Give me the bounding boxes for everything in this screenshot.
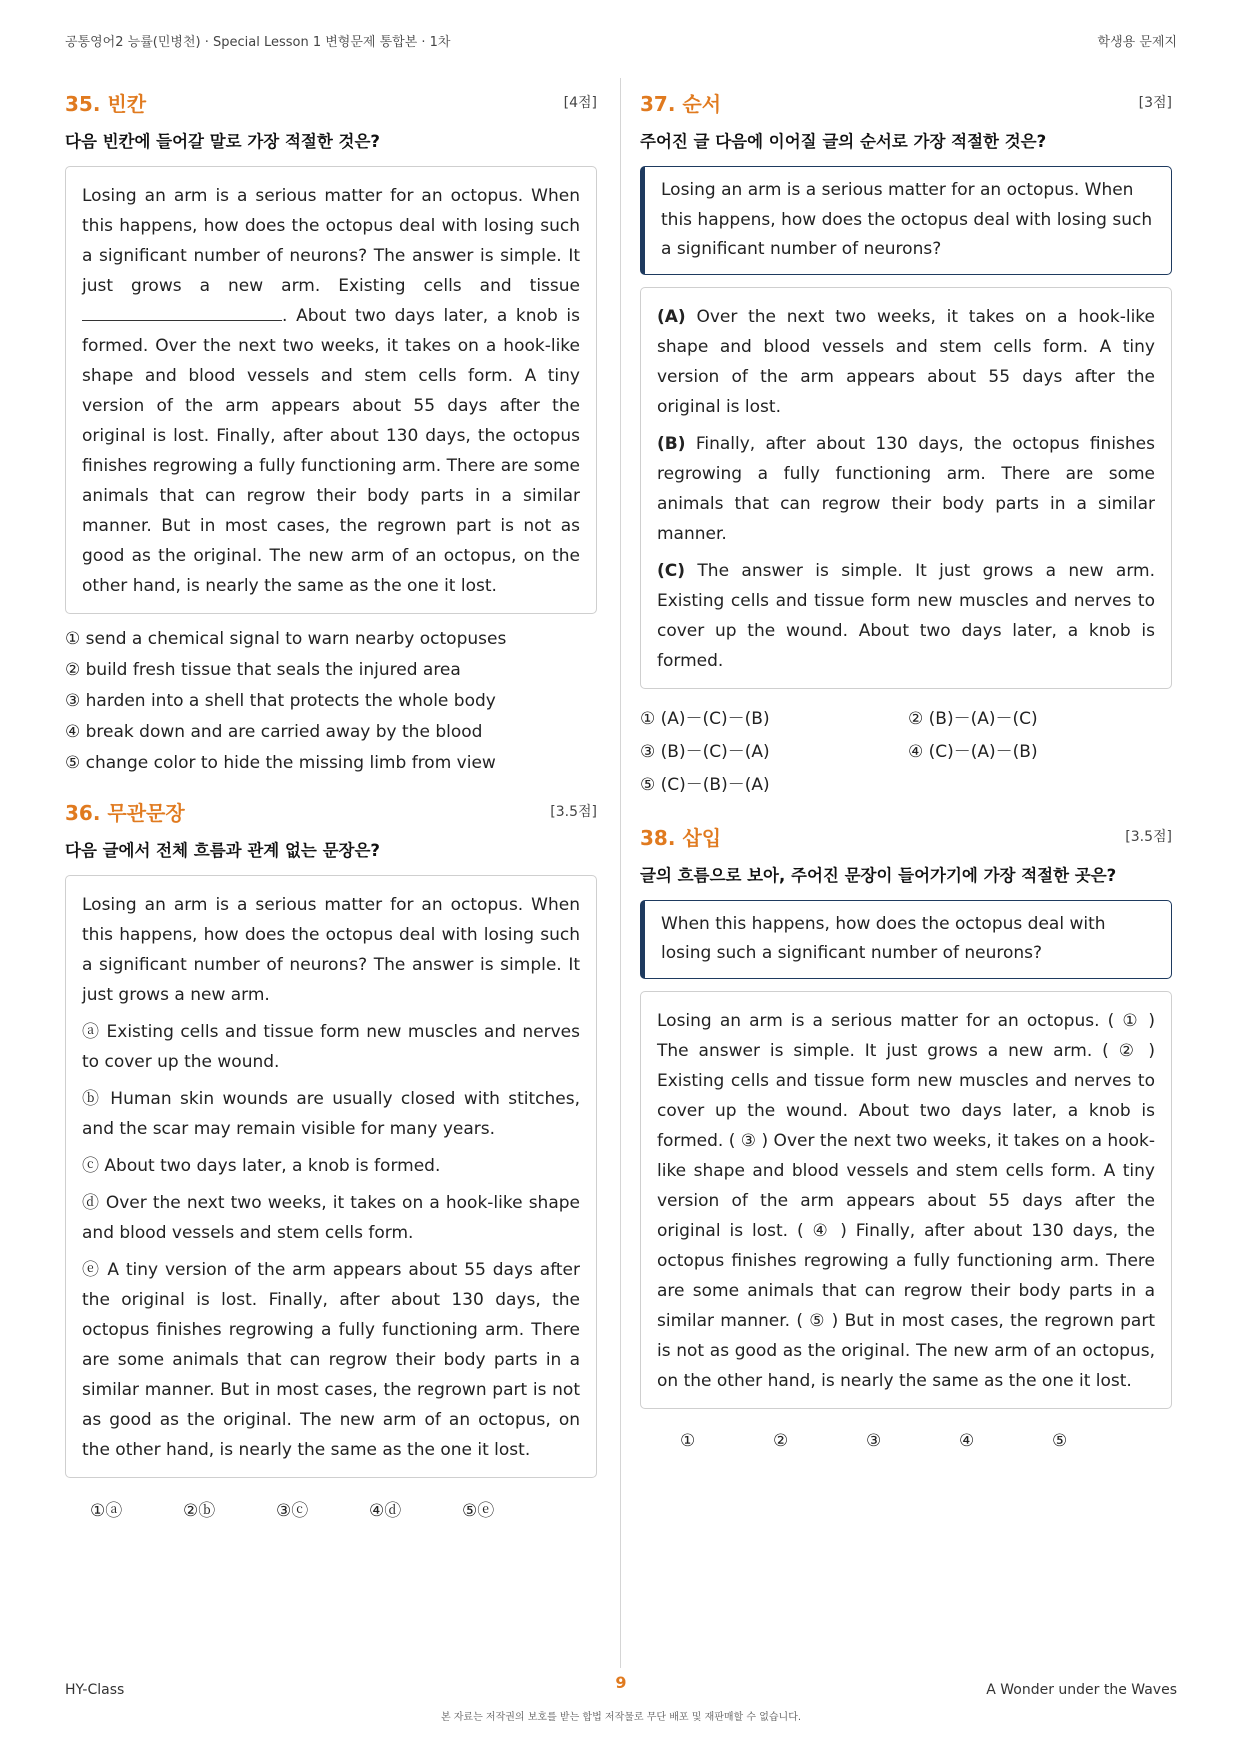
paragraph-mark: (C): [657, 560, 686, 581]
paragraph-text: Finally, after about 130 days, the octopus finishes regrowing a fully functioning arm. There are some animals that can regrow their body parts in a similar manner.: [657, 433, 1155, 544]
page-number: 9: [615, 1673, 627, 1692]
choice-item[interactable]: ⑤ change color to hide the missing limb from view: [65, 753, 496, 773]
question-prompt: 다음 글에서 전체 흐름과 관계 없는 문장은?: [65, 841, 381, 860]
question-points: [3.5점]: [550, 804, 597, 820]
question-points: [3점]: [1138, 95, 1172, 111]
question-title: 35. 빈칸: [65, 92, 147, 116]
choice-item[interactable]: ④ (C)－(A)－(B): [908, 741, 1038, 762]
column-divider: [620, 78, 621, 1668]
right-column: [640, 88, 1172, 1451]
passage-box: [640, 287, 1172, 689]
choice-item[interactable]: ④ break down and are carried away by the blood: [65, 722, 483, 742]
choice-item[interactable]: ②: [773, 1430, 789, 1451]
answer-blank: [82, 302, 282, 321]
choice-list: [65, 624, 597, 779]
paragraph-mark: (B): [657, 433, 686, 454]
given-text-box: When this happens, how does the octopus deal with losing such a significant number of neurons?: [640, 900, 1172, 979]
paragraph-a: [657, 302, 1155, 422]
choice-item[interactable]: ⑤: [1052, 1430, 1068, 1451]
question-prompt: 글의 흐름으로 보아, 주어진 문장이 들어가기에 가장 적절한 곳은?: [640, 865, 1117, 885]
sentence-e: ⓔ A tiny version of the arm appears about 55 days after the original is lost. Finally, after about 130 days, the octopus finishes regrowing a fully functioning arm. There are some animals that can regrow their body parts in a similar manner. But in most cases, the regrown part is not as good as the original. The new arm of an octopus, on the other hand, is nearly the same as the one it lost.: [82, 1260, 580, 1460]
question-35: [65, 88, 597, 779]
choice-item[interactable]: ④ⓓ: [369, 1501, 402, 1521]
question-points: [3.5점]: [1125, 828, 1172, 845]
question-36: [65, 797, 597, 1521]
header-label: 학생용 문제지: [1097, 35, 1177, 50]
passage-text: Losing an arm is a serious matter for an octopus. When this happens, how does the octopus deal with losing such a significant number of neurons? The answer is simple. It just grows a new arm. Existing cells and tissue: [82, 186, 580, 296]
choice-item[interactable]: ②ⓑ: [183, 1501, 216, 1521]
choice-grid: [640, 703, 1172, 802]
choice-item[interactable]: ① (A)－(C)－(B): [640, 708, 770, 729]
choice-item[interactable]: ② (B)－(A)－(C): [908, 708, 1038, 729]
copyright-notice: 본 자료는 저작권의 보호를 받는 합법 저작물로 무단 배포 및 재판매할 수 없습니다.: [440, 1712, 802, 1723]
choice-item[interactable]: ①ⓐ: [90, 1501, 123, 1521]
paragraph-c: [657, 556, 1155, 676]
sentence-a: ⓐ Existing cells and tissue form new muscles and nerves to cover up the wound.: [82, 1022, 580, 1072]
question-37: [640, 88, 1172, 802]
sentence-c: ⓒ About two days later, a knob is formed.: [82, 1156, 441, 1176]
given-text-box: Losing an arm is a serious matter for an octopus. When this happens, how does the octopus deal with losing such a significant number of neurons?: [640, 166, 1172, 275]
passage-box: [65, 166, 597, 614]
choice-item[interactable]: ③ⓒ: [276, 1501, 309, 1521]
paragraph-text: The answer is simple. It just grows a new arm. Existing cells and tissue form new muscles and nerves to cover up the wound. About two days later, a knob is formed.: [657, 560, 1155, 671]
choice-item[interactable]: ⑤ⓔ: [462, 1501, 495, 1521]
sentence-d: ⓓ Over the next two weeks, it takes on a hook-like shape and blood vessels and stem cells form.: [82, 1193, 580, 1243]
passage-text: . About two days later, a knob is formed. Over the next two weeks, it takes on a hook-like shape and blood vessels and stem cells form. A tiny version of the arm appears about 55 days after the original is lost. Finally, after about 130 days, the octopus finishes regrowing a fully functioning arm. There are some animals that can regrow their body parts in a similar manner. But in most cases, the regrown part is not as good as the original. The new arm of an octopus, on the other hand, is nearly the same as the one it lost.: [82, 306, 580, 596]
paragraph-b: [657, 429, 1155, 549]
choice-item[interactable]: ② build fresh tissue that seals the injured area: [65, 660, 461, 680]
footer-lesson-title: A Wonder under the Waves: [986, 1682, 1177, 1698]
passage-intro: Losing an arm is a serious matter for an octopus. When this happens, how does the octopus deal with losing such a significant number of neurons? The answer is simple. It just grows a new arm.: [82, 895, 580, 1005]
left-column: [65, 88, 597, 1521]
choice-item[interactable]: ③ (B)－(C)－(A): [640, 741, 770, 762]
choice-item[interactable]: ⑤ (C)－(B)－(A): [640, 774, 770, 795]
choice-item[interactable]: ③ harden into a shell that protects the whole body: [65, 691, 496, 711]
question-title: 36. 무관문장: [65, 801, 185, 825]
footer-brand: HY-Class: [65, 1682, 125, 1698]
sentence-b: ⓑ Human skin wounds are usually closed with stitches, and the scar may remain visible for many years.: [82, 1089, 580, 1139]
question-38: [640, 822, 1172, 1451]
question-points: [4점]: [563, 95, 597, 111]
choice-item[interactable]: ③: [866, 1430, 882, 1451]
paragraph-mark: (A): [657, 306, 686, 327]
choice-row: [65, 1496, 597, 1521]
passage-box: [65, 875, 597, 1478]
question-prompt: 주어진 글 다음에 이어질 글의 순서로 가장 적절한 것은?: [640, 132, 1047, 151]
question-title: 37. 순서: [640, 92, 722, 116]
question-prompt: 다음 빈칸에 들어갈 말로 가장 적절한 것은?: [65, 132, 381, 151]
choice-item[interactable]: ④: [959, 1430, 975, 1451]
header-title: 공통영어2 능률(민병천) · Special Lesson 1 변형문제 통합본 · 1차: [65, 35, 451, 50]
choice-row: [640, 1431, 1172, 1451]
choice-item[interactable]: ①: [680, 1430, 696, 1451]
paragraph-text: Over the next two weeks, it takes on a hook-like shape and blood vessels and stem cells form. A tiny version of the arm appears about 55 days after the original is lost.: [657, 306, 1155, 417]
choice-item[interactable]: ① send a chemical signal to warn nearby octopuses: [65, 629, 507, 649]
passage-box: Losing an arm is a serious matter for an octopus. ( ① ) The answer is simple. It just grows a new arm. ( ② ) Existing cells and tissue form new muscles and nerves to cover up the wound. About two days later, a knob is formed. ( ③ ) Over the next two weeks, it takes on a hook-like shape and blood vessels and stem cells form. A tiny version of the arm appears about 55 days after the original is lost. ( ④ ) Finally, after about 130 days, the octopus finishes regrowing a fully functioning arm. There are some animals that can regrow their body parts in a similar manner. ( ⑤ ) But in most cases, the regrown part is not as good as the original. The new arm of an octopus, on the other hand, is nearly the same as the one it lost.: [640, 991, 1172, 1409]
question-title: 38. 삽입: [640, 825, 722, 850]
